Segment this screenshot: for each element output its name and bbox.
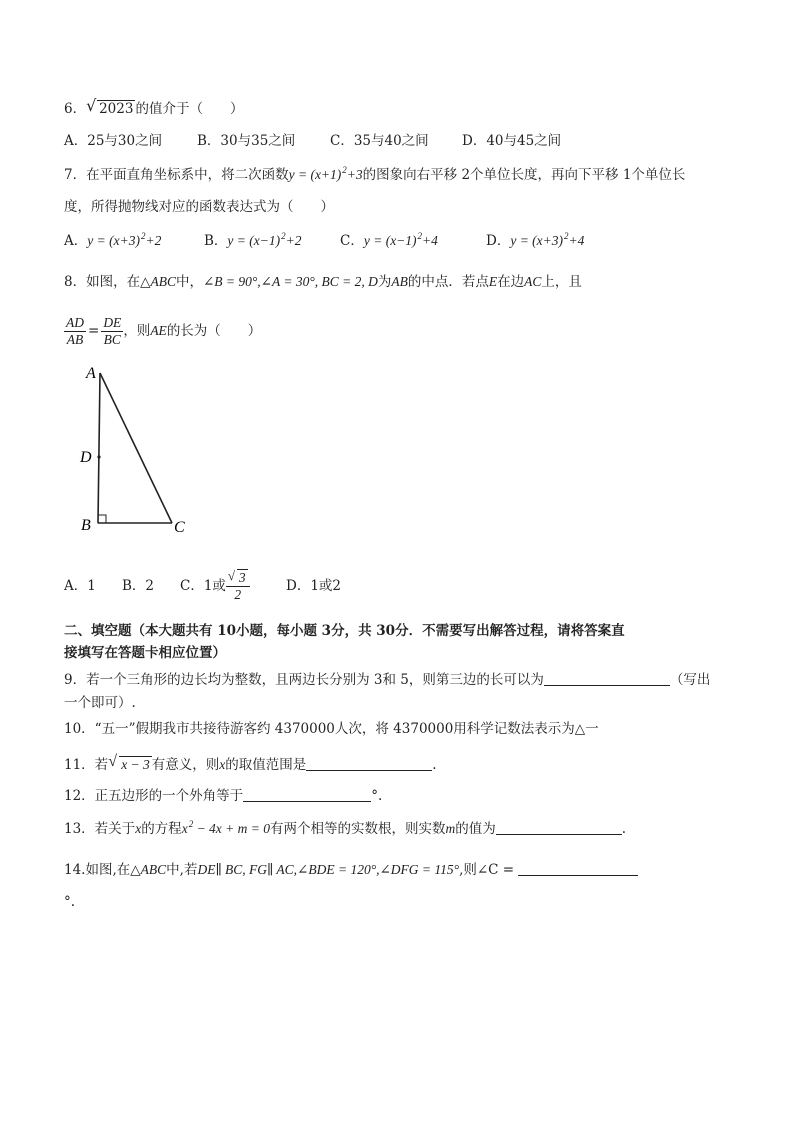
q6-sqrt: √ 2023 <box>86 96 134 117</box>
q8-option-c: C．1或 √ 3 2 <box>180 570 286 603</box>
q8-option-a: A．1 <box>64 578 96 594</box>
triangle-side-ac <box>100 373 172 523</box>
q8-options <box>64 570 341 603</box>
q9-line1: 9．若一个三角形的边长均为整数，且两边长分别为 3和 5，则第三边的长可以为 （写出 <box>64 672 711 688</box>
q7-option-b: B．$y = (x-1)^2+2$ <box>204 231 302 249</box>
q6-radicand: 2023 <box>99 101 134 117</box>
q8-conditions: ∠B = 90°,∠A = 30°, BC = 2, D <box>202 274 378 289</box>
q14-line2: °. <box>64 894 76 910</box>
q7-option-c: C．$y = (x-1)^2+4$ <box>340 231 438 249</box>
q14-answer-blank[interactable] <box>518 861 638 876</box>
label-d: D <box>80 449 92 466</box>
q6-options <box>64 132 561 150</box>
q7-options <box>64 232 584 251</box>
q7-text-1: 7．在平面直角坐标系中，将二次函数 <box>64 167 289 183</box>
q7-function: $y = (x+1)^2+3$ <box>288 165 363 182</box>
q6-option-c: C．35与40之间 <box>330 133 429 149</box>
section2-title-line2: 接填写在答题卡相应位置） <box>64 645 226 661</box>
q9-line2: 一个即可）. <box>64 695 136 711</box>
q12-line: 12．正五边形的一个外角等于 °. <box>64 788 383 804</box>
q11-line: 11．若 √ x − 3 有意义，则x的取值范围是 . <box>64 753 437 773</box>
q6-option-b: B．30与35之间 <box>197 133 296 149</box>
q11-sqrt: √ x − 3 <box>108 753 150 772</box>
q14-conditions: DE∥ BC, FG∥ AC,∠BDE = 120°,∠DFG = 115° <box>197 862 460 877</box>
q13-line: 13．若关于x的方程$x^2 - 4x + m = 0$有两个相等的实数根，则实数m的值为 . <box>64 819 627 837</box>
q6-line <box>64 96 244 118</box>
q8-line1: 8．如图，在△ABC中，∠B = 90°,∠A = 30°, BC = 2, D为AB的中点．若点E在边AC上，且 <box>64 274 582 290</box>
q6-option-a: A．25与30之间 <box>64 133 163 149</box>
label-c: C <box>174 519 185 536</box>
q7-line1 <box>64 166 685 185</box>
q7-option-d: D．$y = (x+3)^2+4$ <box>486 231 585 249</box>
q8-fraction-ad-ab: $\frac{AD}{AB}$ <box>66 315 84 347</box>
q14-line1: 14.如图,在△ABC中,若DE∥ BC, FG∥ AC,∠BDE = 120°,∠DFG = 115°,则∠C = <box>64 861 638 879</box>
label-a: A <box>86 366 96 382</box>
q8-line2: $\frac{AD}{AB}$ = $\frac{DE}{BC}$ ，则AE的长为（ ） <box>66 315 262 347</box>
q7-line2: 度，所得抛物线对应的函数表达式为（ ） <box>64 199 334 215</box>
q11-answer-blank[interactable] <box>306 756 432 771</box>
q10-line: 10．“五一”假期我市共接待游客约 4370000人次，将 4370000用科学记数法表示为△一 <box>64 721 599 737</box>
triangle-side-ab <box>98 373 100 523</box>
right-angle-mark <box>98 515 106 523</box>
q8-option-d: D．1或2 <box>286 578 342 594</box>
q6-suffix: 的值介于（ ） <box>135 101 244 117</box>
label-b: B <box>81 517 91 534</box>
q6-prefix: 6． <box>64 101 87 117</box>
q6-option-d: D．40与45之间 <box>462 133 562 149</box>
section2-title-line1: 二、填空题（本大题共有 10小题，每小题 3分，共 30分．不需要写出解答过程，请将答案直 <box>64 623 625 639</box>
q8-fraction-de-bc: $\frac{DE}{BC}$ <box>103 315 122 347</box>
point-d <box>97 455 100 458</box>
q13-answer-blank[interactable] <box>496 820 622 835</box>
q9-answer-blank[interactable] <box>544 671 670 686</box>
q7-option-a: A．$y = (x+3)^2+2$ <box>64 231 162 249</box>
q8-option-b: B．2 <box>122 578 155 594</box>
q7-text-2: 的图象向右平移 2个单位长度，再向下平移 1个单位长 <box>362 167 686 183</box>
q8-triangle-figure <box>78 366 198 541</box>
q12-answer-blank[interactable] <box>243 787 371 802</box>
q13-equation: $x^2 - 4x + m = 0$ <box>181 819 271 836</box>
